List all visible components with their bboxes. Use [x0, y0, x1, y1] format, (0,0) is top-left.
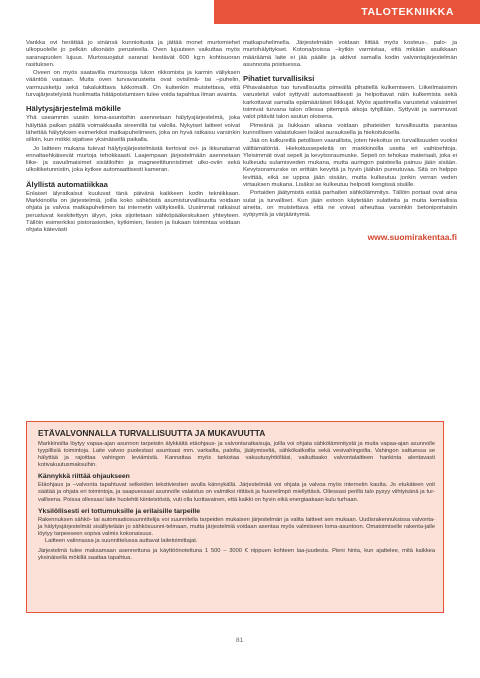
paragraph: Pimeänä ja liukkaan aikana voidaan pihateiden turvallisuutta parantaa kunnollisen valaistuksen lisäksi aurauksella ja hiekoituksella.: [243, 122, 457, 136]
left-column: [26, 40, 240, 236]
paragraph: Enlaiset älyratkaisut kuuluvat tänä päivänä kaikkeen kodin tekniikkaan. Markkinoilla on järjestelmiä, joilla koko sähköistä asumisturvallisuutta voidaan ohjata ja valvoa matkapuhelimen tai internetin välityksellä. Uusimmat ratkaisut perustuvat keskitettyyn älyyn, joka sijoitetaan sähköpääkeskuksen yhteyteen. Tällöin esimerkiksi pistorasioiden, kytkimien, liesien ja liukaan toimintaa voidaan ohjata kätevästi: [26, 190, 240, 234]
page-number: 81: [236, 637, 244, 644]
paragraph: Laitteen valinnassa ja suunnittelussa auttavat laitetoimittajat.: [45, 537, 198, 544]
info-box-title: ETÄVALVONNALLA TURVALLISUUTTA JA MUKAVUUTTA: [38, 428, 266, 438]
right-column: [243, 40, 457, 241]
paragraph: matkapuhelimella. Järjestelmään voidaan liittää myös kosteus-, palo- ja murtohälyttykset. Kotona/poissa –kytkin varmistaa, että mikään asuikkaan määräämä laite ei jää päälle ja aktivoi samalla kodin valvontajärjestelmän asunnosta poistuessa.: [243, 40, 457, 68]
paragraph: Vankka ovi herättää jo sinänsä kunnioitusta ja jättää monet murtomiehet ulkopuolelle jo pelkän ulkonäön perusteella. Oven lujuuteen vaikuttaa myös saranapuolen lujuus. Murtosuojatut saranat kestävät 600 kg:n kohtisuoran rasituksen.: [26, 40, 240, 68]
paragraph: Rakennuksen sähkö- tai automaatiosuunnittelija voi suunnitella tarpeiden mukaisen järjestelmän ja valita laitteet sen mukaan. Uudisrakennuksissa valvonta- ja hälytysjärjestelmät sisällytetään jo sähkösuunni-telmaan, mutta järjestelmiä voidaan asentaa myös valmiiseen loma-asuntoon. Omatoimiselle rakenta-jalle löytyy tarpeeseen sopiva valmis kokonaisuus.: [38, 516, 435, 537]
info-box-intro: Markkinoilta löytyy vapaa-ajan asunnon tarpeisiin älykkäitä etäohjaus- ja valvontaratkaisuja, joilla voi ohjata sähkölämmitystä ja muita vapaa-ajan asunnolle tyypillisiä toimintoja. Laite valvoo puolestasi asuntoasi mm. varkailta, palolta, jäätymiseltä, sähkökatkoilta sekä vesivahingoilta. Vahingon sattuessa se hälyttää ja rajoittaa vahingon leviämistä. Kannattaa myös tarkistaa vakuutusyhtiöltäsi, vaikuttaako valvontalaitteen hankinta alentavasti kotivakuutusmaksuihin.: [38, 441, 435, 469]
paragraph: Etäohjaus ja –valvonta tapahtuvat selkeiden tekstiviestien avulla kännykällä. Järjestelmää voi ohjata ja valvoa myös internetin kautta. Jo etukäteen voit säätää ja ohjata eri toimintoja, ja saapuessasi asunnolle valaistus on valmiiksi riittävä ja huoneilmpö miellyttävä. Ollessasi perillä talo pysyy viihtyisänä ja tur-vallisena. Poissa ollessasi laite huolehtii kiinteistöstä, vuti olla luottavainen, että kaikki on hyvin eikä energiaakaan kulu turhaan.: [38, 482, 435, 503]
paragraph: Jää on kulkureillä petollisen vaarallista, joten hiekoitus on turvallisuuden vuoksi välttämätöntä. Hiekoitussepeleitä on markkinoilla useita eri vaihtoehtoja. Yleisimmät ovat sepeli ja kevytsoraumuske. Sepeli on tehokas materiaali, joka ei kulkeudu sulamisveden mukana, mutta auringon paisteella painuu jään sisään. Kevytsoramurske on erittäin kevyttä ja hyvin jäähän pureutuvaa. Sitä on helppo levittää, eikä se uppoa jään sisään, mutta kulkeutuu jonkin verran veden virtauksen mukana. Lisäksi se kulkeutuu helposti kengissä sisälle.: [243, 138, 457, 189]
section-heading: Pihatiet turvallisiksi: [243, 74, 315, 84]
website-link[interactable]: www.suomirakentaa.fi: [367, 231, 457, 242]
paragraph: Jo laitteen mukana tulevat hälytysjärjestelmästä kertovat ovi- ja ikkunatarrat ennaltaehkäisevät murtoja tehokkaasti. Laajempaan järjestelmään asennetaan liike- ja savuilmaisimet sisätiloihin ja magneettitunnistimet ulko-oviin sekä ulkoliiketunnistin, joka kytkee automaattisesti kameran.: [26, 145, 240, 174]
paragraph: Portaiden jäätymistä estää parhaiten sähkölämmitys. Tällöin portaat ovat aina sulat ja turvalliset. Kun jään estoon käytetään sulatteita ja muita kemiallisia aineita, on muistettava että ne voivat aiheuttaa varsinkin betoniportaisiin syöpymiä ja värjääntymiä.: [243, 190, 457, 219]
header-band: [214, 0, 480, 24]
section-heading: Hälytysjärjestelmä mökille: [26, 104, 121, 114]
section-title: TALOTEKNIIKKA: [361, 6, 454, 18]
paragraph: Yhä useammin uusiin loma-asuntoihin asennetaan hälytysjärjestelmä, joka hälyttää paikan päällä voimakkaalla sireenillä tai valolla. Nykyiset laitteet voivat lähettää hälytyksen esimerkiksi matkapuhelimeen, joka on hyvä ratkaisu varsinkin silloin, kun mökki sijaitsee yksinäisellä paikalla.: [26, 115, 240, 144]
section-heading: Älyllistä automatiikkaa: [26, 179, 108, 189]
paragraph: Oveen on myös saatavilla murtosuoja lukon rikkomista ja karmin väliyksen vääntöä vastaan. Muita oven turvavarusteita ovat ovisilmä- tai –puhelin, varmuusketju sekä takalukittava lukkomalli. On kuitenkin muistettava, että turvajärjestelyistä huolimatta hätäpoistumisen tulee voida tapahtua ilman avainta.: [26, 70, 240, 99]
info-box: [26, 421, 444, 613]
paragraph: Järjestelmä tulee maksamaan asennettuna ja käyttöönotettuna 1 500 – 3000 € riippuen kohteen laa-juudesta. Pieni hinta, kun ajattelee, mitä kaikkea yksinäisellä mökillä saattaa tapahtua.: [38, 548, 435, 562]
info-box-heading: Kännykkä riittää ohjaukseen: [38, 473, 130, 481]
info-box-heading: Yksilöllisesti eri tottumuksille ja erilaisille tarpeille: [38, 507, 201, 515]
paragraph: Pihavalaistus tuo turvallisuutta pimeällä pihatiellä kulkemiseen. Liikeilmaisimin varustetut valot syttyvät automaattisesti ja helpottavat näin kulkemista sekä karkottavat samalla epämääräiset liikkujat. Myös ajastimella varustetut valaisimet toimivat turvana talon ollessa pitempiä aikoja tyhjillään. Syttyvät ja sammuvat valot pitävät talon asutun oloisena.: [243, 85, 457, 121]
